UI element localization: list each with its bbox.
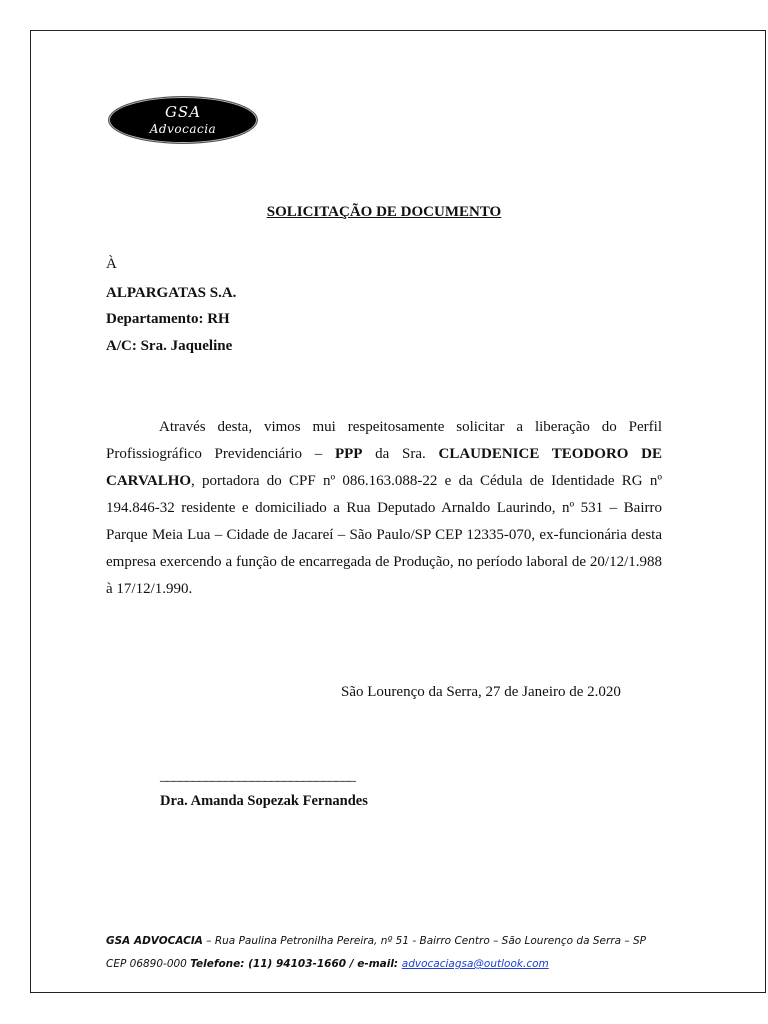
- signatory-name: Dra. Amanda Sopezak Fernandes: [160, 793, 368, 809]
- footer-phone: Telefone: (11) 94103-1660 / e-mail:: [190, 958, 402, 970]
- body-text-2: da Sra.: [362, 446, 439, 462]
- body-ppp: PPP: [334, 446, 363, 462]
- employee-name: CLAUDENICE TEODORO DE CARVALHO: [106, 446, 663, 489]
- footer-address: [106, 935, 646, 947]
- body-text-3: , portadora do CPF nº 086.163.088-22 e da Cédula de Identidade RG nº 194.846-32 residente e domiciliado a Rua Deputado Arnaldo Laurindo, nº 531 – Bairro Parque Meia Lua – Cidade de Jacareí – São Paulo/SP CEP 12335-070, ex-funcionária desta empresa exercendo a função de encarregada de Produção, no período laboral de 20/12/1.988 à 17/12/1.990.: [106, 473, 662, 597]
- footer-cep: CEP 06890-000: [106, 958, 191, 970]
- date-line: São Lourenço da Serra, 27 de Janeiro de 2.020: [341, 684, 621, 700]
- footer-email-link[interactable]: advocaciagsa@outlook.com: [401, 958, 549, 970]
- recipient-to: À: [106, 256, 117, 272]
- recipient-department: Departamento: RH: [106, 311, 230, 327]
- gsa-logo: [108, 96, 258, 144]
- signature-line: ______________________________: [160, 768, 355, 784]
- request-paragraph: [106, 414, 662, 603]
- logo-line-2: Advocacia: [149, 122, 217, 136]
- recipient-attention: A/C: Sra. Jaqueline: [106, 338, 233, 354]
- body-text-1: Através desta, vimos mui respeitosamente solicitar a liberação do Perfil Profissiográfico Previdenciário –: [106, 419, 662, 462]
- logo-line-1: GSA: [164, 103, 202, 121]
- footer-address-text: – Rua Paulina Petronilha Pereira, nº 51 - Bairro Centro – São Lourenço da Serra – SP: [202, 935, 646, 947]
- footer-firm: GSA ADVOCACIA: [106, 935, 203, 947]
- recipient-company: ALPARGATAS S.A.: [106, 285, 237, 301]
- document-title: SOLICITAÇÃO DE DOCUMENTO: [266, 204, 502, 220]
- footer-contact: [106, 958, 549, 970]
